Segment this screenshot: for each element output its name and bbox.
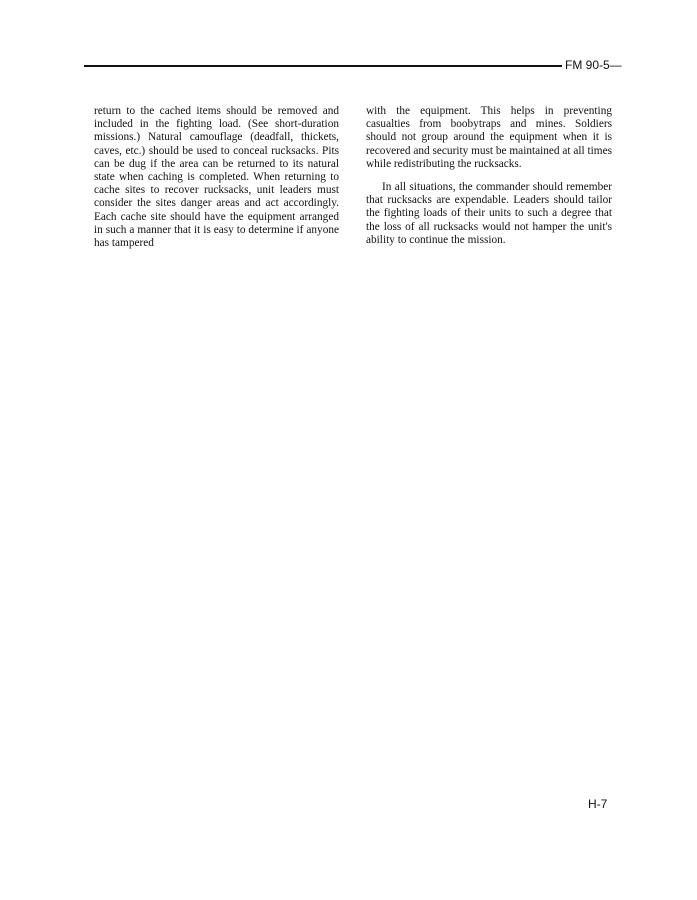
paragraph-left: return to the cached items should be removed and included in the fighting load. (See short-duration missions.) Natural camouflage (deadfall, thickets, caves, etc.) should be used to conceal rucksacks. Pits can be dug if the area can be returned to its natural state when caching is completed. When returning to cache sites to recover rucksacks, unit leaders must consider the sites danger areas and act accordingly. Each cache site should have the equipment arranged in such a manner that it is easy to determine if anyone has tampered (94, 105, 339, 250)
left-column (94, 105, 339, 250)
paragraph-right-2: In all situations, the commander should remember that rucksacks are expendable. Leaders should tailor the fighting loads of their units to such a degree that the loss of all rucksacks would not hamper the unit's ability to continue the mission. (366, 181, 612, 246)
paragraph-right-1: with the equipment. This helps in preventing casualties from boobytraps and mines. Soldiers should not group around the equipment when it is recovered and security must be maintained at all times while redistributing the rucksacks. (366, 105, 612, 170)
header-rule (84, 65, 562, 67)
page-number: H-7 (588, 797, 608, 811)
right-column (366, 105, 612, 247)
document-id: FM 90-5— (565, 58, 622, 72)
